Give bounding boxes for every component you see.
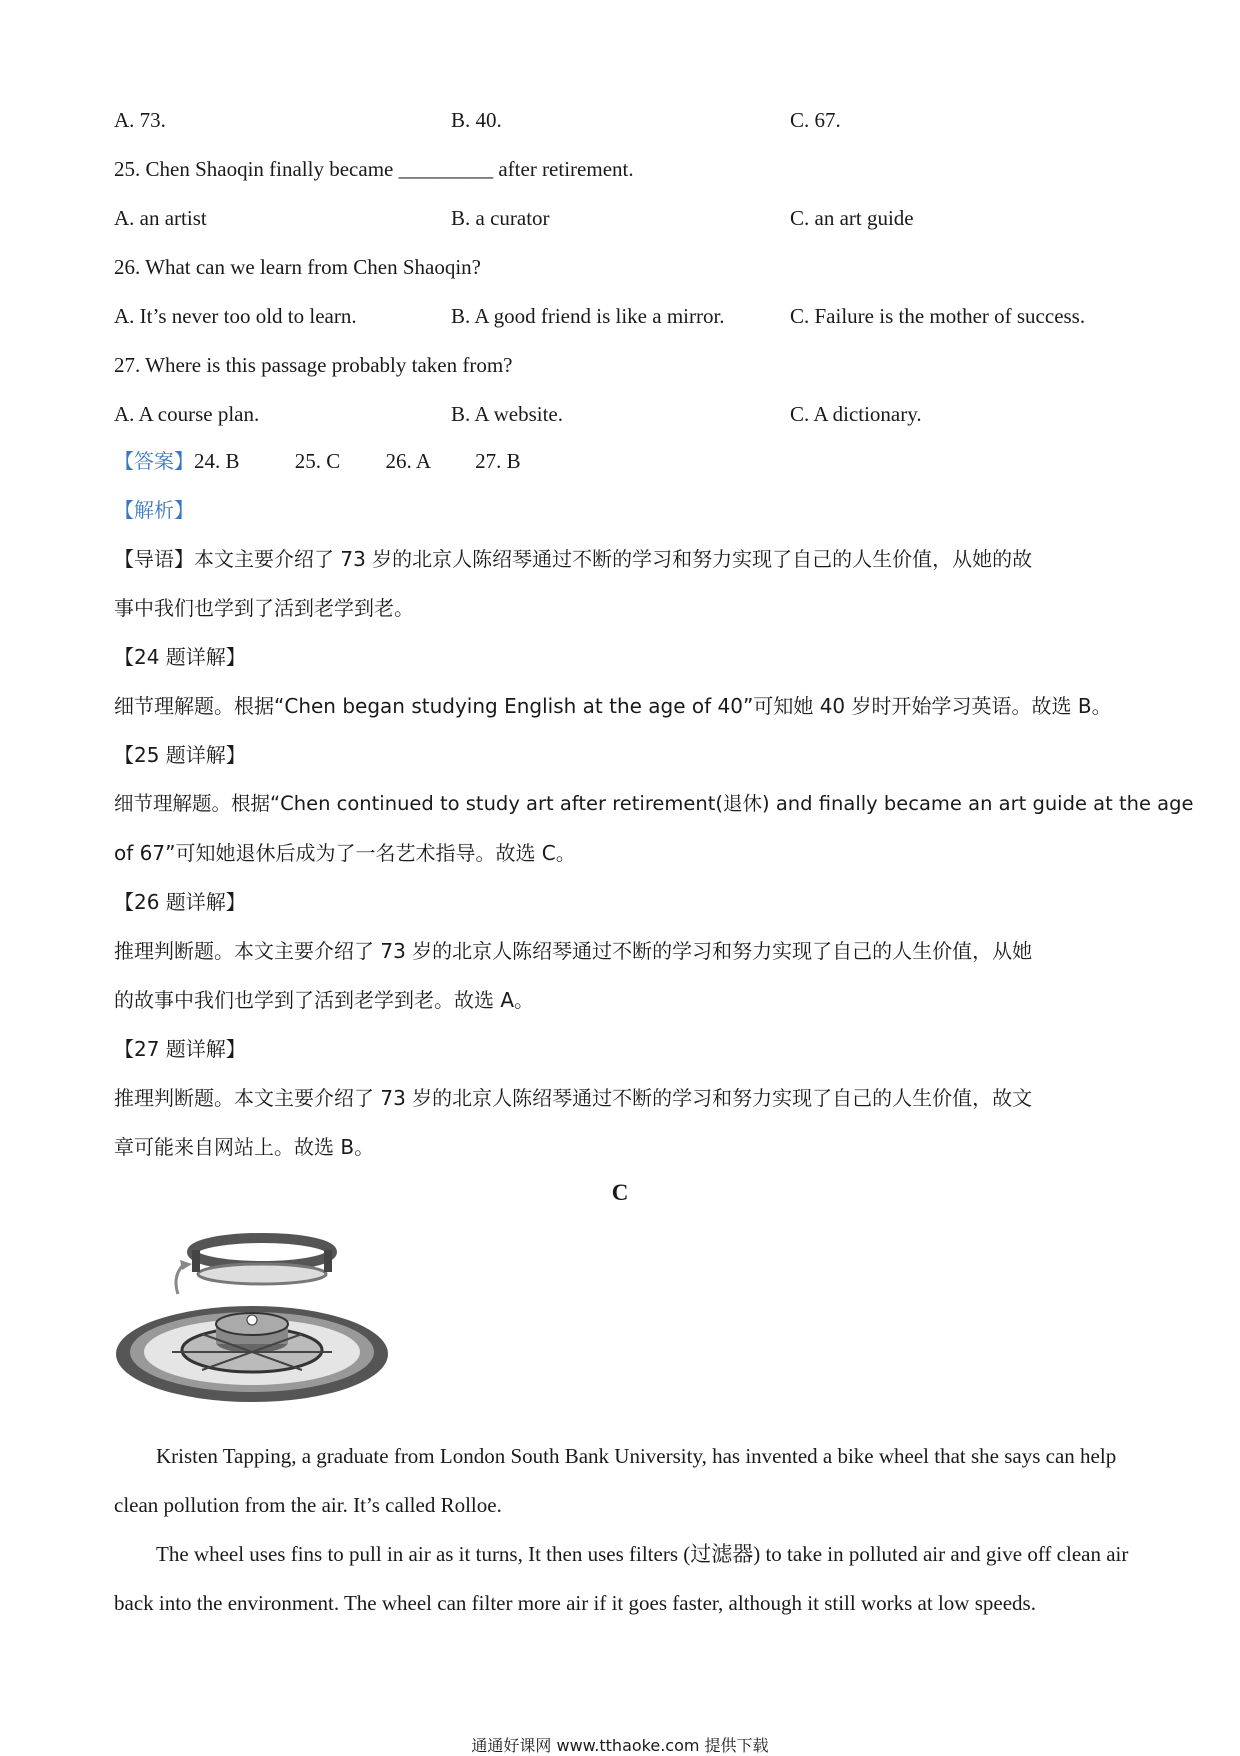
filter-ring-icon bbox=[192, 1238, 332, 1284]
detail-24-heading: 【24 题详解】 bbox=[114, 645, 246, 669]
answer-item: 27. B bbox=[475, 449, 521, 473]
q26-option-c: C. Failure is the mother of success. bbox=[790, 304, 1086, 328]
detail-27-text-2: 章可能来自网站上。故选 B。 bbox=[114, 1135, 375, 1159]
q24-option-b: B. 40. bbox=[451, 108, 502, 132]
detail-25-text-2: of 67”可知她退休后成为了一名艺术指导。故选 C。 bbox=[114, 841, 576, 865]
detail-26-text-1: 推理判断题。本文主要介绍了 73 岁的北京人陈绍琴通过不断的学习和努力实现了自己的人生价值，从她 bbox=[114, 939, 1033, 963]
detail-25-heading: 【25 题详解】 bbox=[114, 743, 246, 767]
detail-26-text-2: 的故事中我们也学到了活到老学到老。故选 A。 bbox=[114, 988, 535, 1012]
detail-26-heading: 【26 题详解】 bbox=[114, 890, 246, 914]
q27-option-b: B. A website. bbox=[451, 402, 564, 426]
q24-option-a: A. 73. bbox=[114, 108, 166, 132]
q25-stem: 25. Chen Shaoqin finally became _________ after retirement. bbox=[114, 157, 634, 181]
wheel-icon bbox=[116, 1306, 388, 1402]
answer-tag: 【答案】 bbox=[114, 449, 194, 473]
q26-stem: 26. What can we learn from Chen Shaoqin? bbox=[114, 255, 481, 279]
answer-line bbox=[114, 448, 521, 474]
intro-line-2: 事中我们也学到了活到老学到老。 bbox=[114, 596, 414, 620]
detail-24-text: 细节理解题。根据“Chen began studying English at the age of 40”可知她 40 岁时开始学习英语。故选 B。 bbox=[114, 694, 1112, 718]
page-footer: 通通好课网 www.tthaoke.com 提供下载 bbox=[471, 1736, 769, 1755]
q26-option-b: B. A good friend is like a mirror. bbox=[451, 304, 725, 328]
answer-item: 25. C bbox=[294, 449, 341, 473]
detail-27-text-1: 推理判断题。本文主要介绍了 73 岁的北京人陈绍琴通过不断的学习和努力实现了自己的人生价值，故文 bbox=[114, 1086, 1033, 1110]
q25-option-a: A. an artist bbox=[114, 206, 207, 230]
intro-tag: 【导语】 bbox=[114, 547, 194, 571]
q26-option-a: A. It’s never too old to learn. bbox=[114, 304, 357, 328]
q27-option-a: A. A course plan. bbox=[114, 402, 260, 426]
passage-paragraph-1: Kristen Tapping, a graduate from London South Bank University, has invented a bike wheel that she says can help clean pollution from the air. It’s called Rolloe. bbox=[114, 1444, 1117, 1517]
q24-option-c: C. 67. bbox=[790, 108, 841, 132]
intro-line-1 bbox=[114, 546, 1032, 572]
analysis-tag: 【解析】 bbox=[114, 498, 194, 522]
answer-item: 26. A bbox=[385, 449, 430, 473]
q25-option-c: C. an art guide bbox=[790, 206, 914, 230]
detail-25-text-1: 细节理解题。根据“Chen continued to study art after retirement(退休) and finally became an art guide at the age bbox=[114, 792, 1194, 815]
intro-text: 本文主要介绍了 73 岁的北京人陈绍琴通过不断的学习和努力实现了自己的人生价值，从她的故 bbox=[194, 547, 1033, 571]
q25-option-b: B. a curator bbox=[451, 206, 550, 230]
q27-option-c: C. A dictionary. bbox=[790, 402, 922, 426]
passage-paragraph-2: The wheel uses fins to pull in air as it turns, It then uses filters (过滤器) to take in polluted air and give off clean air back into the environment. The wheel can filter more air if it goes faster, although it still works at low speeds. bbox=[114, 1542, 1129, 1615]
bike-wheel-illustration bbox=[112, 1224, 394, 1412]
q27-stem: 27. Where is this passage probably taken from? bbox=[114, 353, 513, 377]
detail-27-heading: 【27 题详解】 bbox=[114, 1037, 246, 1061]
answer-item: 24. B bbox=[194, 449, 240, 473]
section-title: C bbox=[611, 1180, 629, 1205]
